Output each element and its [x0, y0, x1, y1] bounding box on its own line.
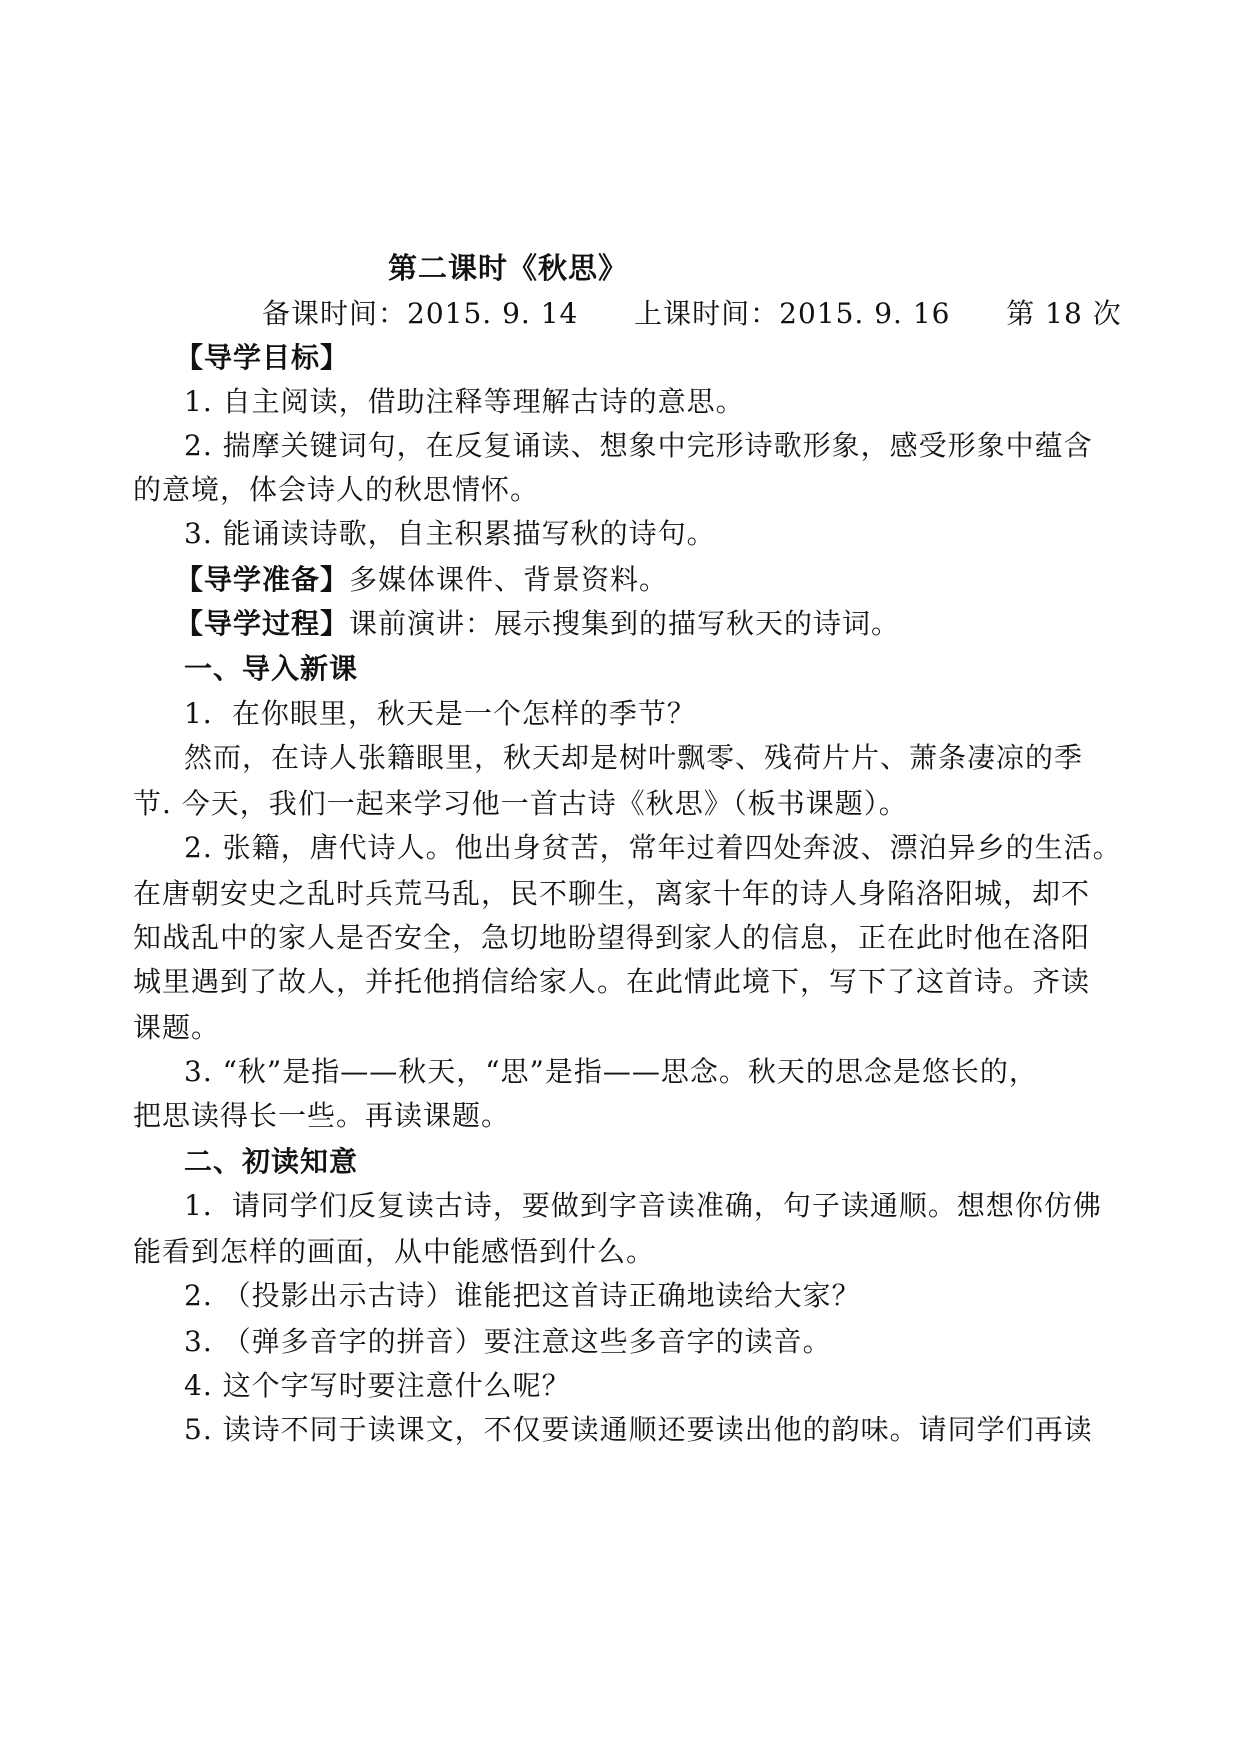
section2-p4: 4. 这个字写时要注意什么呢？ — [184, 1369, 571, 1402]
goal-item-2: 2. 揣摩关键词句，在反复诵读、想象中完形诗歌形象，感受形象中蕴含 — [184, 429, 1093, 462]
section1-p3: 2. 张籍，唐代诗人。他出身贫苦，常年过着四处奔波、漂泊异乡的生活。 — [184, 831, 1122, 864]
section2-p1: 1．请同学们反复读古诗，要做到字音读准确，句子读通顺。想想你仿佛 — [184, 1189, 1102, 1222]
section1-p2: 然而，在诗人张籍眼里，秋天却是树叶飘零、残荷片片、萧条凄凉的季 — [184, 741, 1084, 774]
class-label: 上课时间： — [634, 297, 780, 330]
goal-item-3: 3. 能诵读诗歌，自主积累描写秋的诗句。 — [184, 517, 716, 550]
section1-p3-cont3: 城里遇到了故人，并托他捎信给家人。在此情此境下，写下了这首诗。齐读 — [133, 965, 1091, 998]
section1-p4-cont: 把思读得长一些。再读课题。 — [133, 1099, 511, 1132]
process-heading: 【导学过程】 — [175, 607, 350, 640]
process-text: 课前演讲：展示搜集到的描写秋天的诗词。 — [349, 607, 901, 640]
goals-heading: 【导学目标】 — [175, 341, 350, 374]
goal-item-2-cont: 的意境，体会诗人的秋思情怀。 — [133, 473, 540, 506]
goal-item-1: 1. 自主阅读，借助注释等理解古诗的意思。 — [184, 385, 745, 418]
prep-heading: 【导学准备】 — [175, 563, 350, 596]
section1-p3-cont1: 在唐朝安史之乱时兵荒马乱，民不聊生，离家十年的诗人身陷洛阳城，却不 — [133, 877, 1091, 910]
page-title: 第二课时《秋思》 — [388, 251, 629, 285]
session-number: 第 18 次 — [1006, 297, 1122, 330]
class-date: 2015. 9. 16 — [779, 297, 951, 330]
prep-row — [175, 560, 668, 600]
section2-heading: 二、初读知意 — [184, 1145, 359, 1178]
section2-p1-cont: 能看到怎样的画面，从中能感悟到什么。 — [133, 1235, 656, 1268]
lesson-meta — [262, 294, 1122, 334]
prep-date: 2015. 9. 14 — [407, 297, 579, 330]
section1-p3-cont4: 课题。 — [133, 1011, 221, 1044]
prep-label: 备课时间： — [262, 297, 408, 330]
section1-p1: 1．在你眼里，秋天是一个怎样的季节？ — [184, 697, 696, 730]
process-row — [175, 604, 900, 644]
prep-text: 多媒体课件、背景资料。 — [349, 563, 669, 596]
section2-p5: 5. 读诗不同于读课文，不仅要读通顺还要读出他的韵味。请同学们再读 — [184, 1413, 1093, 1446]
section2-p2: 2. （投影出示古诗）谁能把这首诗正确地读给大家？ — [184, 1279, 861, 1312]
section1-heading: 一、导入新课 — [184, 652, 359, 685]
section1-p2-cont: 节. 今天，我们一起来学习他一首古诗《秋思》（板书课题）。 — [133, 787, 908, 820]
section1-p3-cont2: 知战乱中的家人是否安全，急切地盼望得到家人的信息，正在此时他在洛阳 — [133, 921, 1091, 954]
section2-p3: 3. （弹多音字的拼音）要注意这些多音字的读音。 — [184, 1325, 832, 1358]
section1-p4: 3. “秋”是指——秋天，“思”是指——思念。秋天的思念是悠长的， — [184, 1055, 1038, 1088]
